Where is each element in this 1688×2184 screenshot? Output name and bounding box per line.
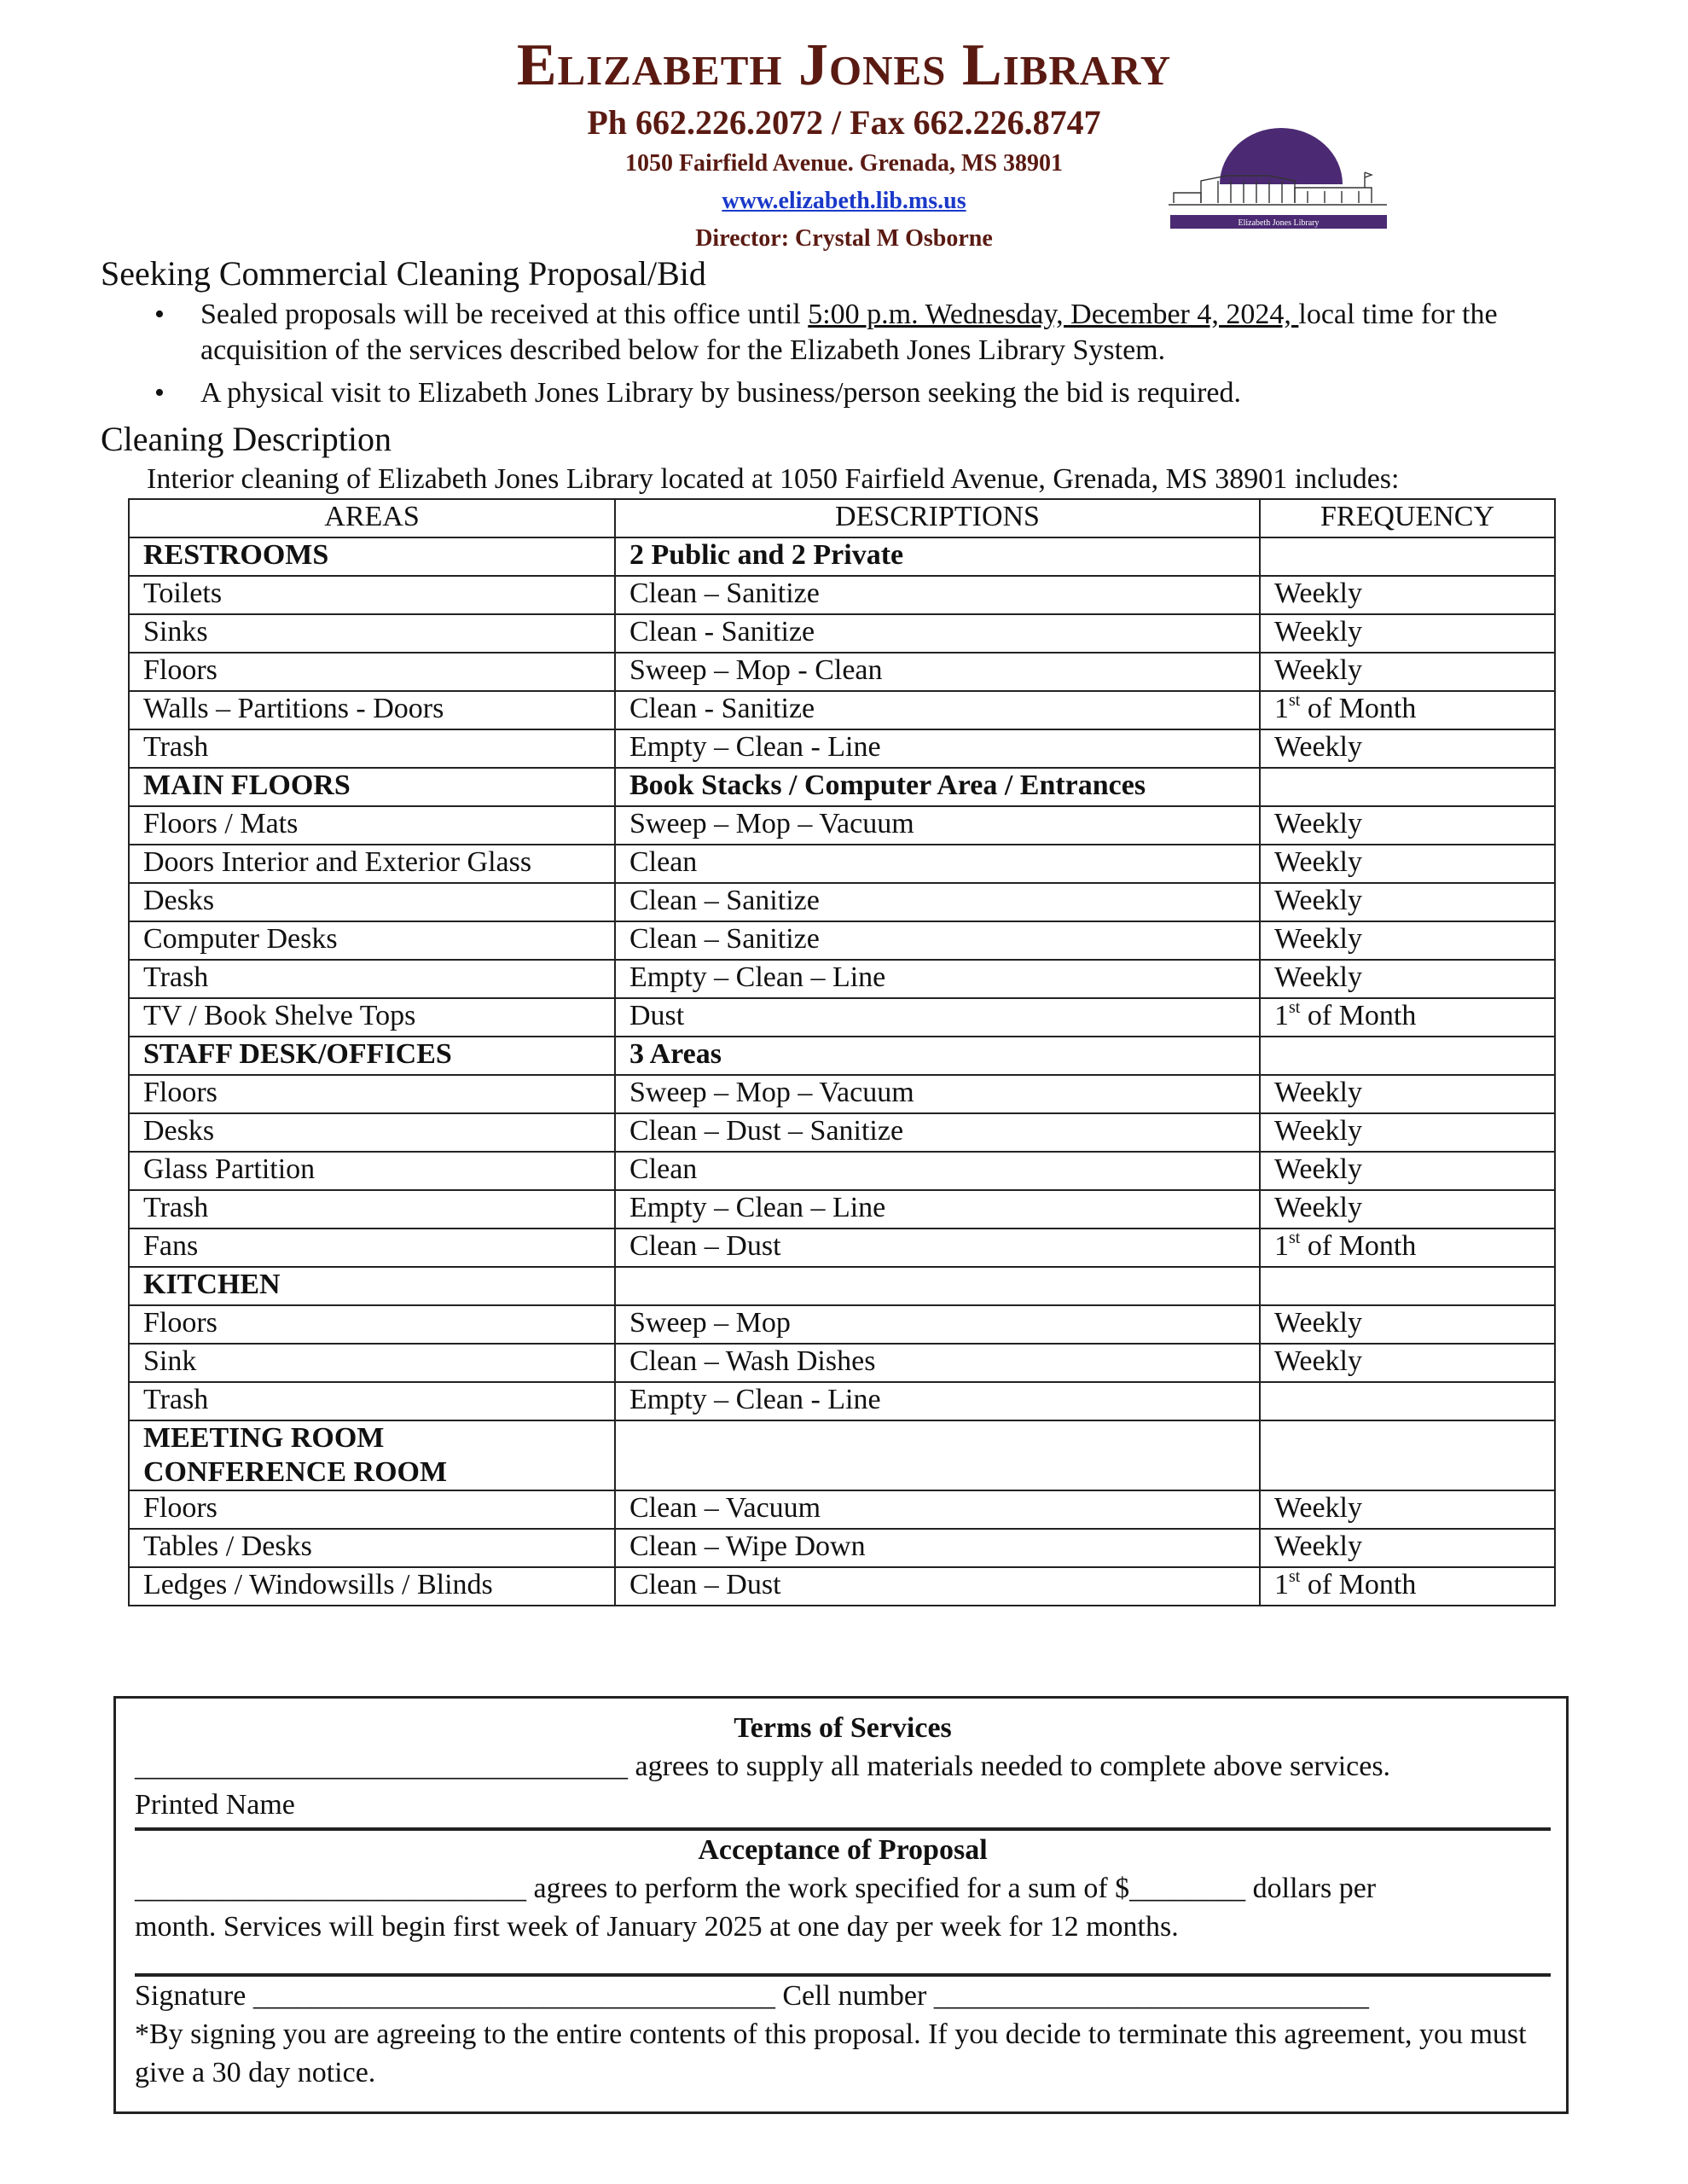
acceptance-line-2: month. Services will begin first week of January 2025 at one day per week for 12 months. (135, 1911, 1179, 1943)
terms-heading: Terms of Services (734, 1712, 952, 1744)
frequency-cell (1260, 1382, 1555, 1420)
description-cell: Clean (615, 845, 1260, 883)
frequency-cell: Weekly (1260, 883, 1555, 921)
description-cell: Empty – Clean – Line (615, 960, 1260, 998)
phone-fax: Ph 662.226.2072 / Fax 662.226.8747 (587, 103, 1101, 142)
area-cell: Sinks (129, 614, 615, 653)
column-header: FREQUENCY (1260, 499, 1555, 537)
description-cell: Clean – Sanitize (615, 576, 1260, 614)
frequency-cell: Weekly (1260, 1305, 1555, 1344)
area-cell: RESTROOMS (129, 537, 615, 576)
deadline-date: 5:00 p.m. Wednesday, December 4, 2024, (808, 299, 1299, 330)
acceptance-line: ___________________________ agrees to perform the work specified for a sum of $________ dollars per (135, 1873, 1377, 1904)
description-cell: Dust (615, 998, 1260, 1037)
frequency-cell: Weekly (1260, 729, 1555, 768)
area-cell: Desks (129, 883, 615, 921)
frequency-cell (1260, 768, 1555, 806)
area-cell: Floors (129, 1305, 615, 1344)
table-row (129, 1344, 1555, 1382)
letterhead (0, 31, 1688, 258)
frequency-cell: Weekly (1260, 1152, 1555, 1190)
area-cell: Glass Partition (129, 1152, 615, 1190)
printed-name-label: Printed Name (135, 1789, 295, 1821)
table-section-row (129, 1267, 1555, 1305)
area-cell: MEETING ROOM CONFERENCE ROOM (129, 1420, 615, 1490)
contractor-name-blank[interactable]: ___________________________ (135, 1873, 526, 1904)
description-cell: 3 Areas (615, 1037, 1260, 1075)
frequency-cell: Weekly (1260, 1075, 1555, 1113)
description-cell: Clean – Wash Dishes (615, 1344, 1260, 1382)
area-cell: Toilets (129, 576, 615, 614)
logo-caption: Elizabeth Jones Library (1238, 218, 1320, 228)
frequency-cell: 1st of Month (1260, 691, 1555, 729)
area-cell: Walls – Partitions - Doors (129, 691, 615, 729)
description-cell: Sweep – Mop - Clean (615, 653, 1260, 691)
proposal-bullets (149, 297, 1557, 418)
column-header: DESCRIPTIONS (615, 499, 1260, 537)
description-cell: Clean - Sanitize (615, 691, 1260, 729)
frequency-cell: Weekly (1260, 806, 1555, 845)
frequency-cell: 1st of Month (1260, 1567, 1555, 1606)
table-section-row (129, 1420, 1555, 1490)
table-row (129, 1567, 1555, 1606)
table-row (129, 998, 1555, 1037)
area-cell: Trash (129, 960, 615, 998)
description-cell: Clean – Vacuum (615, 1490, 1260, 1529)
description-cell: Clean - Sanitize (615, 614, 1260, 653)
area-cell: Ledges / Windowsills / Blinds (129, 1567, 615, 1606)
frequency-cell: Weekly (1260, 1344, 1555, 1382)
description-cell: Clean (615, 1152, 1260, 1190)
description-cell: Clean – Sanitize (615, 883, 1260, 921)
description-cell (615, 1420, 1260, 1490)
frequency-cell: Weekly (1260, 845, 1555, 883)
proposal-heading: Seeking Commercial Cleaning Proposal/Bid (101, 254, 706, 293)
frequency-cell: Weekly (1260, 576, 1555, 614)
description-cell: Clean – Dust (615, 1228, 1260, 1267)
cleaning-heading: Cleaning Description (101, 420, 392, 458)
supply-line: __________________________________ agrees to supply all materials needed to complete above services. (135, 1751, 1391, 1782)
area-cell: MAIN FLOORS (129, 768, 615, 806)
description-cell: Book Stacks / Computer Area / Entrances (615, 768, 1260, 806)
table-row (129, 1228, 1555, 1267)
supplier-name-blank[interactable]: __________________________________ (135, 1751, 628, 1782)
table-row (129, 653, 1555, 691)
description-cell: Clean – Wipe Down (615, 1529, 1260, 1567)
area-cell: Floors (129, 653, 615, 691)
table-row (129, 1382, 1555, 1420)
area-cell: Floors (129, 1490, 615, 1529)
director-name: Director: Crystal M Osborne (695, 225, 993, 252)
description-cell: Clean – Sanitize (615, 921, 1260, 960)
table-row (129, 576, 1555, 614)
table-row (129, 1075, 1555, 1113)
frequency-cell: 1st of Month (1260, 998, 1555, 1037)
frequency-cell: 1st of Month (1260, 1228, 1555, 1267)
area-cell: Computer Desks (129, 921, 615, 960)
area-cell: Trash (129, 1190, 615, 1228)
bullet-site-visit: • A physical visit to Elizabeth Jones Library by business/person seeking the bid is required. (149, 375, 1557, 411)
frequency-cell (1260, 537, 1555, 576)
sum-blank[interactable]: ________ (1129, 1873, 1246, 1904)
description-cell: Clean – Dust (615, 1567, 1260, 1606)
website-link[interactable]: www.elizabeth.lib.ms.us (722, 188, 966, 214)
cleaning-intro: Interior cleaning of Elizabeth Jones Library located at 1050 Fairfield Avenue, Grenada, MS 38901 includes: (147, 463, 1400, 495)
table-row (129, 806, 1555, 845)
frequency-cell: Weekly (1260, 1113, 1555, 1152)
table-row (129, 1113, 1555, 1152)
area-cell: STAFF DESK/OFFICES (129, 1037, 615, 1075)
description-cell: Empty – Clean – Line (615, 1190, 1260, 1228)
frequency-cell: Weekly (1260, 614, 1555, 653)
table-row (129, 845, 1555, 883)
area-cell: Floors / Mats (129, 806, 615, 845)
library-logo-icon (1167, 128, 1390, 230)
frequency-cell: Weekly (1260, 1190, 1555, 1228)
table-row (129, 883, 1555, 921)
frequency-cell: Weekly (1260, 1490, 1555, 1529)
frequency-cell (1260, 1037, 1555, 1075)
table-row (129, 1152, 1555, 1190)
table-row (129, 729, 1555, 768)
table-row (129, 960, 1555, 998)
frequency-cell (1260, 1420, 1555, 1490)
table-header-row (129, 499, 1555, 537)
area-cell: Doors Interior and Exterior Glass (129, 845, 615, 883)
frequency-cell (1260, 1267, 1555, 1305)
description-cell: Clean – Dust – Sanitize (615, 1113, 1260, 1152)
library-address: 1050 Fairfield Avenue. Grenada, MS 38901 (624, 150, 1064, 177)
area-cell: KITCHEN (129, 1267, 615, 1305)
termination-note: *By signing you are agreeing to the entire contents of this proposal. If you decide to terminate this agreement, you must give a 30 day notice. (135, 2018, 1527, 2088)
table-section-row (129, 1037, 1555, 1075)
table-row (129, 1190, 1555, 1228)
table-row (129, 921, 1555, 960)
table-section-row (129, 768, 1555, 806)
table-row (129, 691, 1555, 729)
area-cell: Tables / Desks (129, 1529, 615, 1567)
frequency-cell: Weekly (1260, 1529, 1555, 1567)
signature-line: Signature ____________________________________ Cell number ______________________________ (135, 1980, 1369, 2012)
library-name: Elizabeth Jones Library (516, 32, 1172, 98)
terms-box (113, 1696, 1569, 2114)
description-cell: Sweep – Mop (615, 1305, 1260, 1344)
frequency-cell: Weekly (1260, 653, 1555, 691)
area-cell: Trash (129, 729, 615, 768)
area-cell: Sink (129, 1344, 615, 1382)
acceptance-heading: Acceptance of Proposal (698, 1834, 988, 1866)
area-cell: Floors (129, 1075, 615, 1113)
area-cell: Desks (129, 1113, 615, 1152)
cell-number-blank[interactable]: ______________________________ (933, 1980, 1369, 2012)
area-cell: Fans (129, 1228, 615, 1267)
table-section-row (129, 537, 1555, 576)
area-cell: Trash (129, 1382, 615, 1420)
bullet-deadline: • Sealed proposals will be received at this office until 5:00 p.m. Wednesday, December 4, 2024, local time for the acquisition of the services described below for the Elizabeth Jones Library System. (149, 297, 1557, 369)
description-cell: Empty – Clean - Line (615, 729, 1260, 768)
frequency-cell: Weekly (1260, 960, 1555, 998)
area-cell: TV / Book Shelve Tops (129, 998, 615, 1037)
table-row (129, 1305, 1555, 1344)
frequency-cell: Weekly (1260, 921, 1555, 960)
column-header: AREAS (129, 499, 615, 537)
description-cell: Empty – Clean - Line (615, 1382, 1260, 1420)
description-cell: 2 Public and 2 Private (615, 537, 1260, 576)
table-row (129, 1529, 1555, 1567)
table-row (129, 614, 1555, 653)
description-cell: Sweep – Mop – Vacuum (615, 1075, 1260, 1113)
description-cell: Sweep – Mop – Vacuum (615, 806, 1260, 845)
cleaning-table (128, 498, 1556, 1606)
description-cell (615, 1267, 1260, 1305)
signature-blank[interactable]: ____________________________________ (252, 1980, 775, 2012)
table-row (129, 1490, 1555, 1529)
